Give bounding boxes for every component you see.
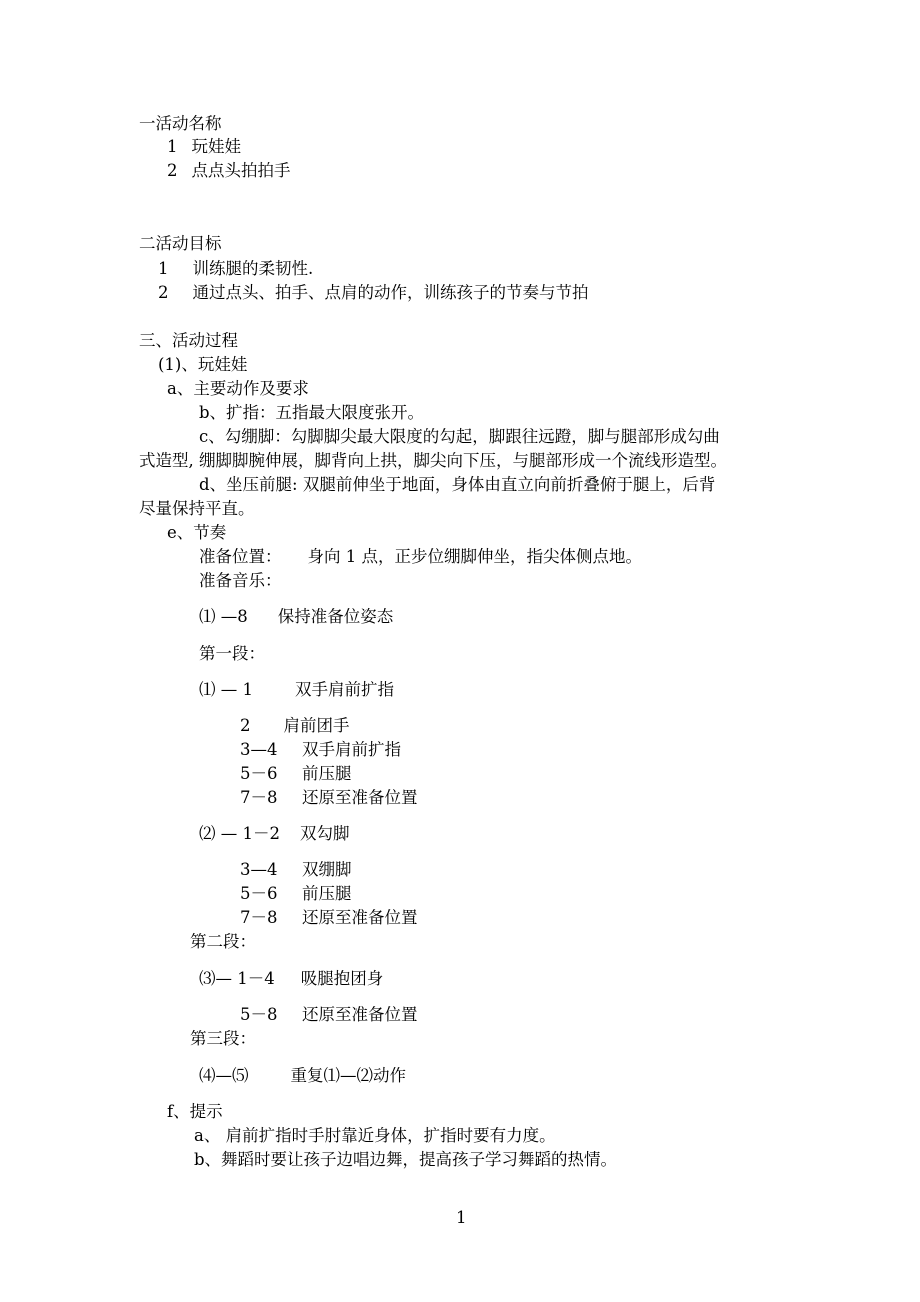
step-count: 3—4 xyxy=(240,740,278,759)
item-number: 1 xyxy=(167,137,178,156)
section-1-item-2 xyxy=(167,160,291,182)
item-text: 通过点头、拍手、点肩的动作，训练孩子的节奏与节拍 xyxy=(192,283,589,302)
section-2-title: 二活动目标 xyxy=(139,234,222,253)
prep-position xyxy=(199,546,642,568)
segment-2-title: 第二段： xyxy=(190,932,256,951)
step-count: 7－8 xyxy=(240,788,278,807)
step-3-row xyxy=(240,1004,418,1026)
item-text: 训练腿的柔韧性. xyxy=(192,259,314,278)
step-2 xyxy=(199,823,350,845)
step-count: 3—4 xyxy=(240,860,278,879)
step-text: 肩前团手 xyxy=(283,716,350,735)
step-count: 5－8 xyxy=(240,1005,278,1024)
step-count: ⑷—⑸ xyxy=(199,1066,249,1085)
section-3-title: 三、活动过程 xyxy=(139,331,238,350)
subsection-title: (1)、玩娃娃 xyxy=(158,355,248,374)
step-text: 还原至准备位置 xyxy=(302,1005,418,1024)
item-number: 2 xyxy=(167,161,178,180)
tip-a: a、 肩前扩指时手肘靠近身体，扩指时要有力度。 xyxy=(194,1126,556,1145)
item-text: 点点头拍拍手 xyxy=(191,161,291,180)
step-text: 前压腿 xyxy=(302,764,352,783)
step-3 xyxy=(199,968,383,990)
step-text: 双勾脚 xyxy=(300,824,350,843)
step-count: 7－8 xyxy=(240,908,278,927)
step-1-row xyxy=(240,739,401,761)
step-count: 2 xyxy=(240,716,251,735)
step-count: ⑴ —8 xyxy=(199,607,248,626)
main-actions-heading: a、主要动作及要求 xyxy=(167,379,309,398)
item-text: 玩娃娃 xyxy=(191,137,241,156)
section-2-item-2 xyxy=(158,282,589,304)
step-prep xyxy=(199,606,393,628)
prep-position-label: 准备位置： xyxy=(199,547,282,566)
step-count: ⑵ — 1－2 xyxy=(199,824,280,843)
paragraph-d-line-2: 尽量保持平直。 xyxy=(139,499,255,518)
section-2-item-1 xyxy=(158,258,313,280)
step-text: 前压腿 xyxy=(302,884,352,903)
step-1-row xyxy=(240,787,418,809)
section-1-item-1 xyxy=(167,136,241,158)
step-1 xyxy=(199,679,394,701)
step-count: ⑶— 1－4 xyxy=(199,969,275,988)
step-1-row xyxy=(240,715,350,737)
step-count: ⑴ — 1 xyxy=(199,680,253,699)
step-2-row xyxy=(240,907,418,929)
paragraph-c-line-1: c、勾绷脚：勾脚脚尖最大限度的勾起，脚跟往远蹬，脚与腿部形成勾曲 xyxy=(199,427,720,446)
step-text: 重复⑴—⑵动作 xyxy=(290,1066,406,1085)
step-text: 双手肩前扩指 xyxy=(295,680,394,699)
step-text: 吸腿抱团身 xyxy=(300,969,384,988)
step-text: 还原至准备位置 xyxy=(302,908,418,927)
prep-position-text: 身向 1 点，正步位绷脚伸坐，指尖体侧点地。 xyxy=(307,547,642,566)
step-count: 5－6 xyxy=(240,764,278,783)
page-number: 1 xyxy=(456,1208,467,1227)
step-4 xyxy=(199,1065,406,1087)
paragraph-b: b、扩指：五指最大限度张开。 xyxy=(199,403,425,422)
step-2-row xyxy=(240,883,352,905)
step-2-row xyxy=(240,859,352,881)
tips-heading: f、提示 xyxy=(167,1102,223,1121)
section-1-title: 一活动名称 xyxy=(139,114,222,133)
tip-b: b、舞蹈时要让孩子边唱边舞，提高孩子学习舞蹈的热情。 xyxy=(194,1150,618,1169)
step-text: 双绷脚 xyxy=(302,860,352,879)
paragraph-c-line-2: 式造型, 绷脚脚腕伸展，脚背向上拱，脚尖向下压，与腿部形成一个流线形造型。 xyxy=(139,451,727,470)
prep-music: 准备音乐： xyxy=(199,571,282,590)
item-number: 2 xyxy=(158,283,169,302)
step-count: 5－6 xyxy=(240,884,278,903)
step-text: 双手肩前扩指 xyxy=(302,740,401,759)
step-1-row xyxy=(240,763,352,785)
step-text: 还原至准备位置 xyxy=(302,788,418,807)
item-number: 1 xyxy=(158,259,169,278)
rhythm-heading: e、节奏 xyxy=(167,523,227,542)
paragraph-d-line-1: d、坐压前腿: 双腿前伸坐于地面，身体由直立向前折叠俯于腿上，后背 xyxy=(199,475,716,494)
step-text: 保持准备位姿态 xyxy=(277,607,394,626)
segment-3-title: 第三段： xyxy=(190,1029,256,1048)
segment-1-title: 第一段： xyxy=(199,644,265,663)
